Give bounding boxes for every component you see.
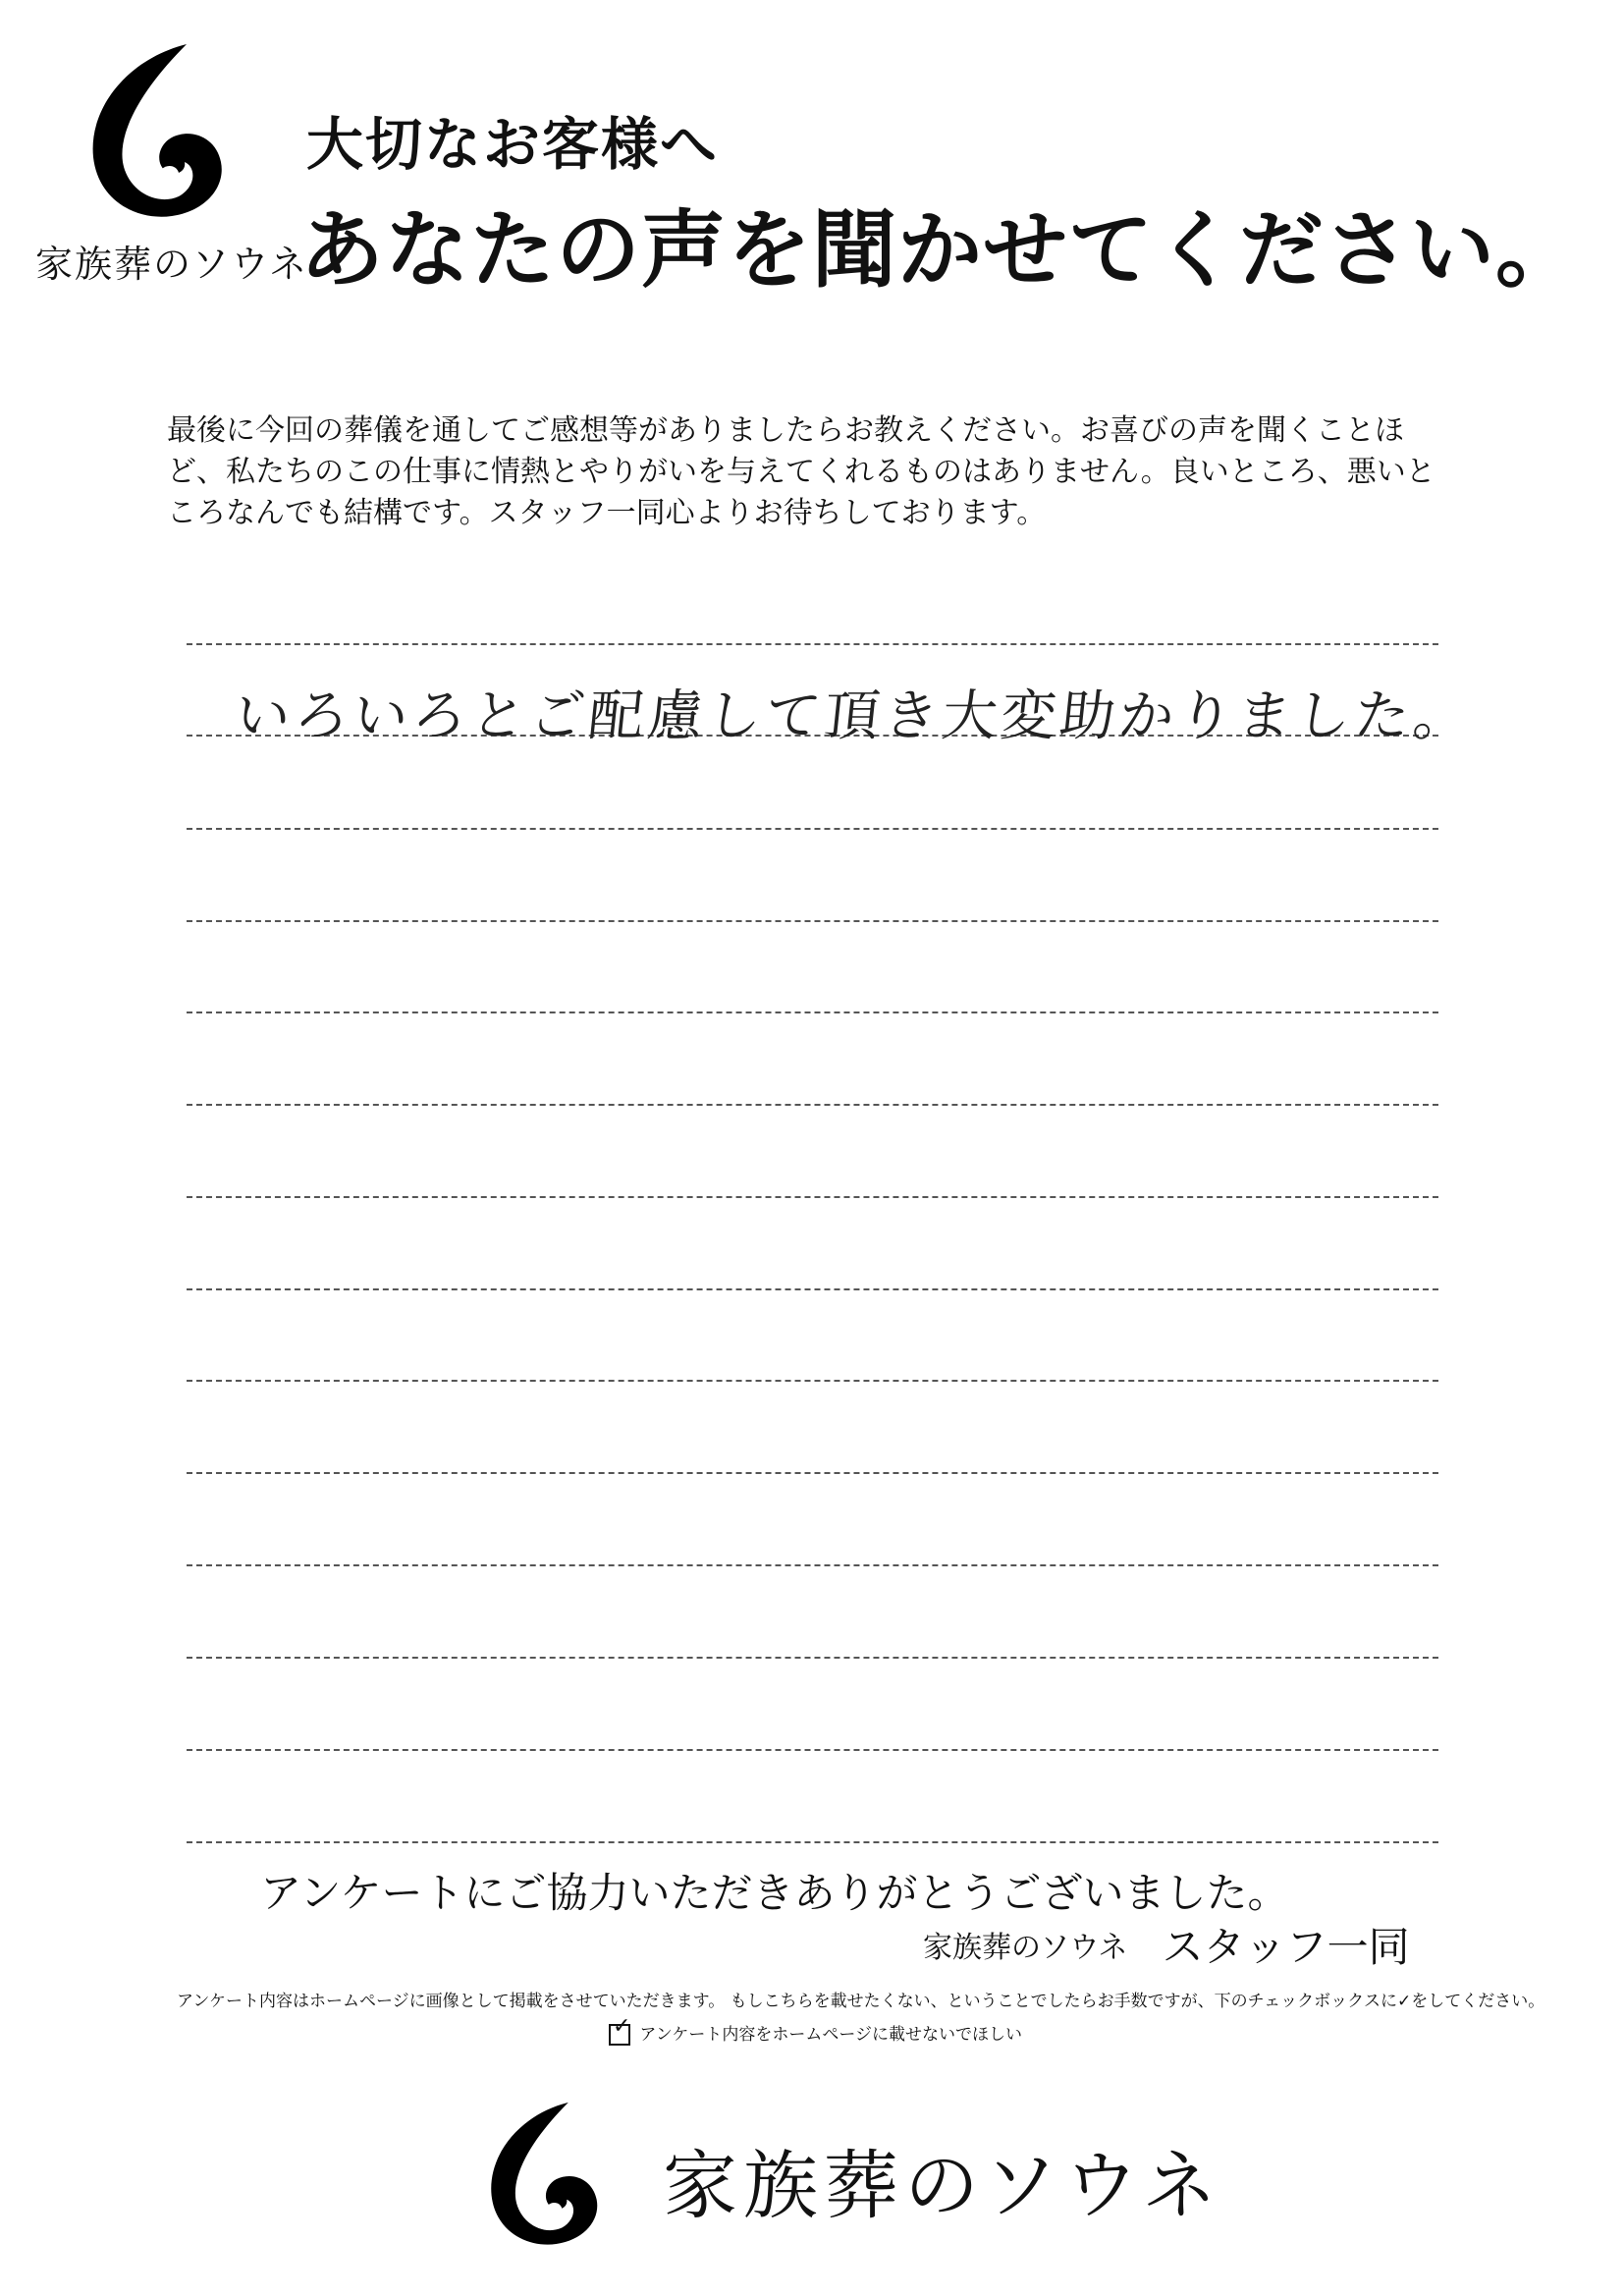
staff-team-name: スタッフ一同 (1162, 1923, 1410, 1971)
page-subtitle: 大切なお客様へ (306, 111, 720, 178)
company-logo-icon (69, 39, 236, 226)
optout-option (609, 2014, 1023, 2046)
staff-signature (923, 1915, 1410, 1974)
check-mark-icon: ✓ (613, 2014, 631, 2039)
optout-checkbox[interactable] (609, 2014, 631, 2046)
publication-notice: アンケート内容はホームページに画像として掲載をさせていただきます。 もしこちらを載せたくない、ということでしたらお手数ですが、下のチェックボックスに✓をしてください。 (177, 1992, 1545, 2011)
comment-line (187, 1011, 1438, 1013)
company-name-bottom: 家族葬のソウネ (663, 2142, 1223, 2229)
comment-line (187, 828, 1438, 830)
intro-paragraph: 最後に今回の葬儀を通してご感想等がありましたらお教えください。お喜びの声を聞くことほど、私たちのこの仕事に情熱とやりがいを与えてくれるものはありません。良いところ、悪いところなんでも結構です。スタッフ一同心よりお待ちしております。 (167, 413, 1435, 530)
staff-company-name: 家族葬のソウネ (923, 1931, 1128, 1965)
comment-line (187, 1196, 1438, 1198)
company-name-top: 家族葬のソウネ (35, 243, 309, 286)
comment-line (187, 1564, 1438, 1566)
comment-line (187, 643, 1438, 645)
comment-line (187, 1104, 1438, 1106)
comment-line (187, 1380, 1438, 1382)
comment-line (187, 1841, 1438, 1843)
page-title: あなたの声を聞かせてください。 (299, 201, 1581, 300)
comment-line (187, 1288, 1438, 1290)
comment-line (187, 1657, 1438, 1659)
comment-line (187, 920, 1438, 922)
company-logo-icon (471, 2092, 609, 2259)
optout-label: アンケート内容をホームページに載せないでほしい (639, 2025, 1023, 2045)
thanks-message: アンケートにご協力いただきありがとうございました。 (260, 1869, 1289, 1917)
comment-line (187, 1472, 1438, 1474)
handwritten-comment: いろいろとご配慮して頂き大変助かりました。 (232, 684, 1476, 748)
comment-line (187, 1749, 1438, 1751)
